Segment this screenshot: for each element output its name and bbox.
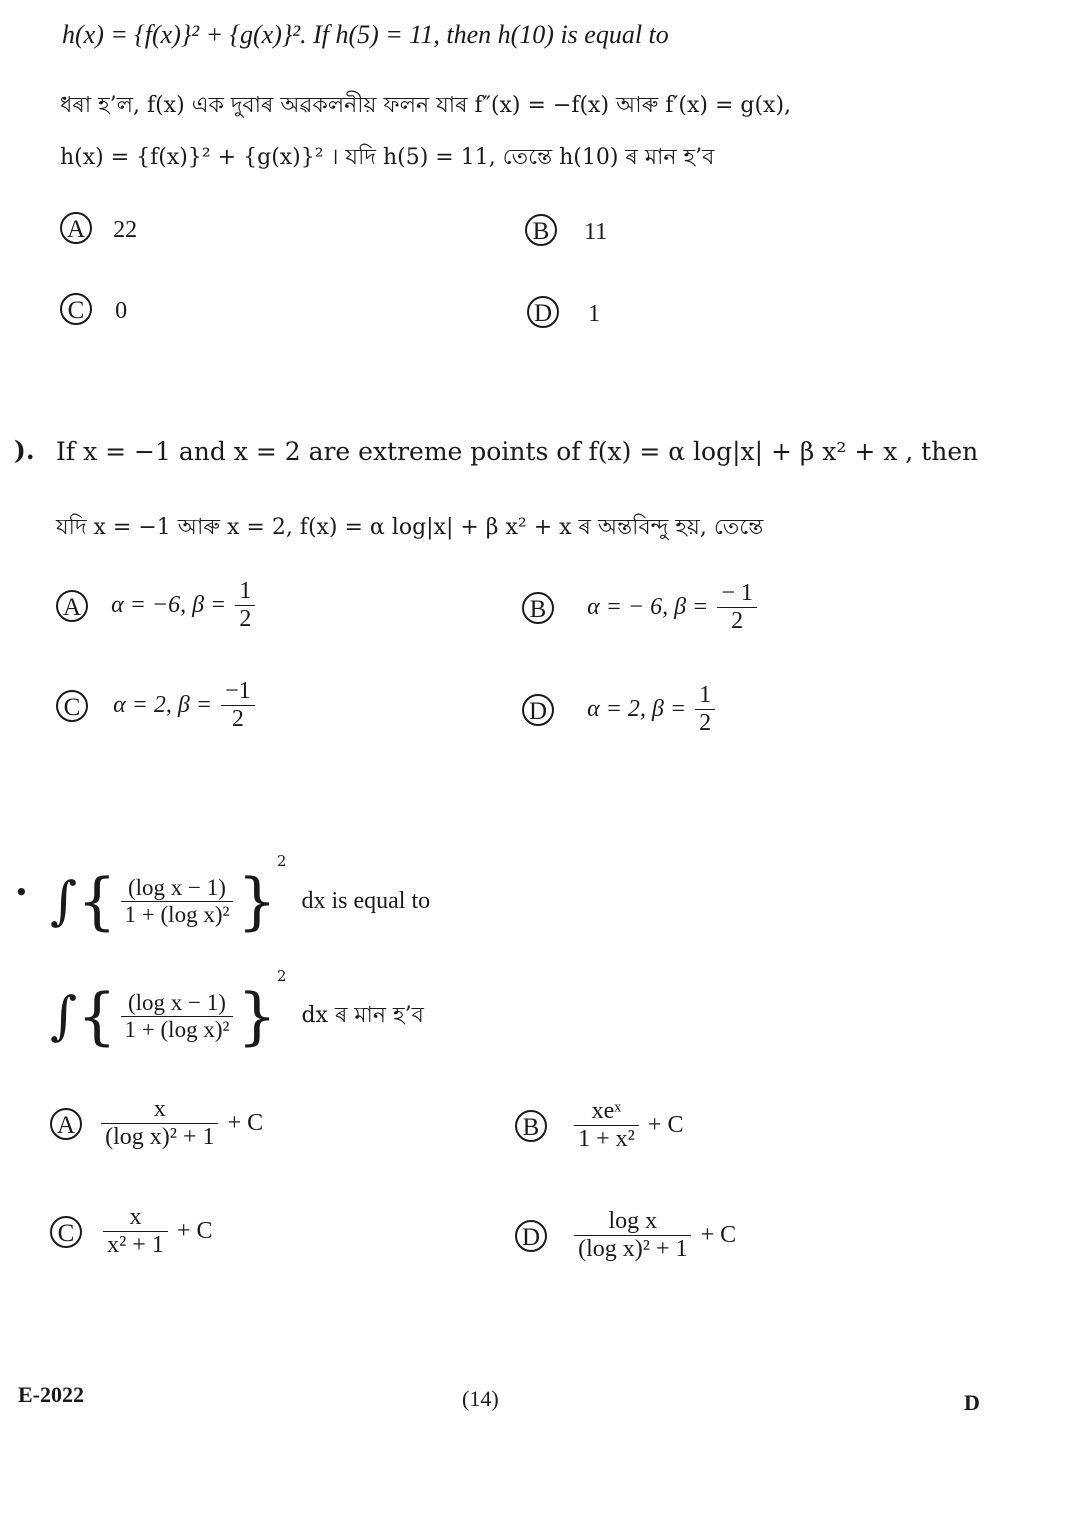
fraction-numerator: xeˣ xyxy=(574,1098,639,1126)
integrand-power: 2 xyxy=(276,852,287,870)
q2-option-a[interactable] xyxy=(56,578,259,633)
q3-english-tail: dx is equal to xyxy=(301,888,431,914)
integrand-denominator: 1 + (log x)² xyxy=(124,1017,230,1042)
fraction-numerator: 1 xyxy=(695,682,715,710)
q3-option-d[interactable] xyxy=(515,1208,736,1263)
q3-option-b[interactable] xyxy=(515,1098,683,1153)
option-label-d: D xyxy=(515,1220,547,1252)
q1-option-c[interactable] xyxy=(60,293,127,325)
fraction-denominator: (log x)² + 1 xyxy=(578,1236,688,1262)
option-label-d: D xyxy=(527,296,559,328)
option-prefix: α = 2, β = xyxy=(587,696,687,722)
page-number: (14) xyxy=(462,1386,499,1411)
q3-integral-bengali xyxy=(50,967,424,1053)
option-label-c: C xyxy=(56,690,88,722)
option-fraction xyxy=(574,1098,639,1153)
integral-sign: ∫ xyxy=(50,986,78,1047)
fraction-numerator: log x xyxy=(574,1208,691,1236)
option-label-a: A xyxy=(60,212,92,244)
option-fraction xyxy=(103,1204,168,1259)
integrand-fraction xyxy=(121,990,234,1043)
q3-number-mark: • xyxy=(14,878,29,907)
exam-code: E-2022 xyxy=(18,1382,84,1407)
integrand-fraction xyxy=(121,875,234,928)
fraction-denominator: 2 xyxy=(231,706,244,732)
fraction-numerator: 1 xyxy=(235,578,255,606)
option-label-a: A xyxy=(50,1108,82,1140)
q3-integral-english xyxy=(50,852,431,938)
fraction-denominator: 2 xyxy=(699,710,712,736)
right-brace: } xyxy=(237,864,277,938)
q2-bengali: যদি x = −1 আৰু x = 2, f(x) = α log|x| + β x² + x ৰ অন্তবিন্দু হয়, তেন্তে xyxy=(56,515,764,540)
q1-bengali-line1: ধৰা হ’ল, f(x) এক দুবাৰ অৱকলনীয় ফলন যাৰ f″(x) = −f(x) আৰু f′(x) = g(x), xyxy=(60,93,792,118)
option-tail: + C xyxy=(227,1110,264,1136)
right-brace: } xyxy=(237,979,277,1053)
q2-number-mark: ). xyxy=(14,436,35,465)
option-label-b: B xyxy=(522,592,554,624)
fraction-numerator: − 1 xyxy=(717,580,757,608)
fraction-numerator: x xyxy=(103,1204,168,1232)
fraction-denominator: x² + 1 xyxy=(107,1232,164,1258)
fraction-denominator: 2 xyxy=(731,608,744,634)
integrand-numerator: (log x − 1) xyxy=(121,990,234,1017)
left-brace: { xyxy=(77,864,117,938)
option-label-a: A xyxy=(56,590,88,622)
q2-option-d[interactable] xyxy=(522,682,719,737)
option-prefix: α = 2, β = xyxy=(113,692,213,718)
integrand-power: 2 xyxy=(276,967,287,985)
q1-option-d[interactable] xyxy=(527,296,600,328)
fraction-denominator: (log x)² + 1 xyxy=(105,1124,215,1150)
option-label-c: C xyxy=(50,1216,82,1248)
q3-bengali-tail: dx ৰ মান হ’ব xyxy=(301,1003,424,1028)
set-label: D xyxy=(964,1390,980,1415)
q1-bengali-line2: h(x) = {f(x)}² + {g(x)}² । যদি h(5) = 11, তেন্তে h(10) ৰ মান হ’ব xyxy=(60,145,715,170)
option-tail: + C xyxy=(176,1218,213,1244)
q1-top-line: h(x) = {f(x)}² + {g(x)}². If h(5) = 11, then h(10) is equal to xyxy=(62,20,669,49)
option-label-b: B xyxy=(515,1110,547,1142)
option-fraction xyxy=(101,1096,218,1151)
option-fraction xyxy=(695,682,715,737)
q1-option-b[interactable] xyxy=(525,214,607,246)
option-prefix: α = −6, β = xyxy=(111,592,227,618)
option-fraction xyxy=(221,678,255,733)
q2-option-b[interactable] xyxy=(522,580,761,635)
integrand-denominator: 1 + (log x)² xyxy=(124,902,230,927)
option-fraction xyxy=(574,1208,691,1263)
fraction-denominator: 1 + x² xyxy=(578,1126,635,1152)
option-text: 1 xyxy=(588,301,601,327)
integrand-numerator: (log x − 1) xyxy=(121,875,234,902)
fraction-denominator: 2 xyxy=(239,606,252,632)
q2-option-c[interactable] xyxy=(56,678,259,733)
option-text: 0 xyxy=(115,298,128,324)
q2-english: If x = −1 and x = 2 are extreme points of f(x) = α log|x| + β x² + x , then xyxy=(56,437,979,466)
left-brace: { xyxy=(77,979,117,1053)
q3-option-c[interactable] xyxy=(50,1204,212,1259)
fraction-numerator: −1 xyxy=(221,678,255,706)
option-tail: + C xyxy=(700,1222,737,1248)
option-label-b: B xyxy=(525,214,557,246)
fraction-numerator: x xyxy=(101,1096,218,1124)
option-label-c: C xyxy=(60,293,92,325)
q3-option-a[interactable] xyxy=(50,1096,263,1151)
option-text: 11 xyxy=(584,219,608,245)
integral-sign: ∫ xyxy=(50,871,78,932)
option-tail: + C xyxy=(647,1112,684,1138)
option-prefix: α = − 6, β = xyxy=(587,594,709,620)
option-fraction xyxy=(235,578,255,633)
option-fraction xyxy=(717,580,757,635)
q1-option-a[interactable] xyxy=(60,212,137,244)
option-label-d: D xyxy=(522,694,554,726)
option-text: 22 xyxy=(113,217,138,243)
